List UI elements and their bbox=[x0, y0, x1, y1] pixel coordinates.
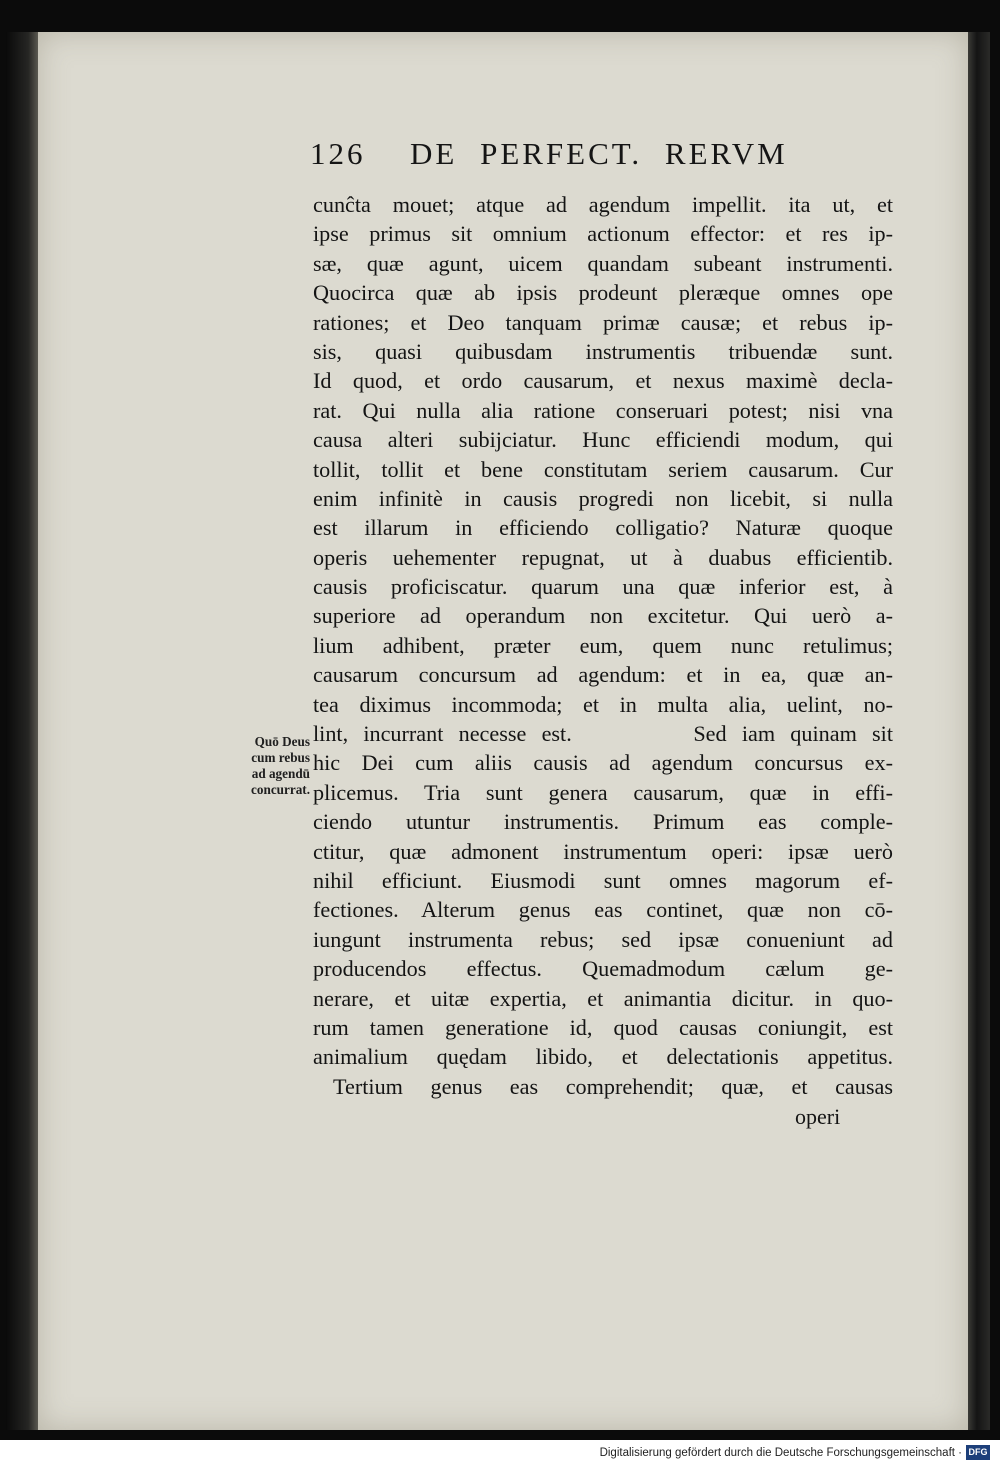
text-line: Id quod, et ordo causarum, et nexus maximè decla- bbox=[313, 368, 893, 394]
text-line: sis, quasi quibusdam instrumentis tribuendæ sunt. bbox=[313, 338, 893, 364]
text-line: nerare, et uitæ expertia, et animantia dicitur. in quo- bbox=[313, 985, 893, 1011]
text-line: ipse primus sit omnium actionum effector: et res ip- bbox=[313, 221, 893, 247]
margin-note-line: ad agendū bbox=[251, 766, 310, 781]
text-line: rat. Qui nulla alia ratione conseruari potest; nisi vna bbox=[313, 397, 893, 423]
text-line: animalium quędam libido, et delectationis appetitus. bbox=[313, 1044, 893, 1070]
text-line: enim infinitè in causis progredi non licebit, si nulla bbox=[313, 485, 893, 511]
text-line: operis uehementer repugnat, ut à duabus efficientib. bbox=[313, 544, 893, 570]
text-line: fectiones. Alterum genus eas continet, quæ non cō- bbox=[313, 897, 893, 923]
text-line: superiore ad operandum non excitetur. Qui uerò a- bbox=[313, 603, 893, 629]
text-line: Tertium genus eas comprehendit; quæ, et causas bbox=[333, 1073, 893, 1099]
text-line: rationes; et Deo tanquam primæ causæ; et rebus ip- bbox=[313, 309, 893, 335]
text-line: Quocirca quæ ab ipsis prodeunt pleræque omnes ope bbox=[313, 280, 893, 306]
running-head: DE PERFECT. RERVM bbox=[410, 136, 788, 171]
margin-note-line: Quō Deus bbox=[254, 734, 310, 749]
text-line: tea diximus incommoda; et in multa alia, uelint, no- bbox=[313, 691, 893, 717]
text-line: causa alteri subijciatur. Hunc efficiendi modum, qui bbox=[313, 427, 893, 453]
page-header bbox=[310, 136, 900, 180]
text-line: ctitur, quæ admonent instrumentum operi: ipsæ uerò bbox=[313, 838, 893, 864]
text-line: lint, incurrant necesse est. Sed iam quinam sit bbox=[313, 721, 893, 747]
margin-note bbox=[206, 734, 310, 798]
text-line: causis proficiscatur. quarum una quæ inferior est, à bbox=[313, 574, 893, 600]
text-line: nihil efficiunt. Eiusmodi sunt omnes magorum ef- bbox=[313, 867, 893, 893]
text-line: sæ, quæ agunt, uicem quandam subeant instrumenti. bbox=[313, 250, 893, 276]
book-binding-edge bbox=[6, 32, 38, 1430]
footer-bar bbox=[0, 1440, 1000, 1467]
page-fore-edge bbox=[968, 32, 990, 1430]
dfg-logo-icon: DFG bbox=[966, 1445, 990, 1460]
page-number: 126 bbox=[310, 136, 366, 171]
catchword: operi bbox=[795, 1104, 841, 1129]
text-line: est illarum in efficiendo colligatio? Naturæ quoque bbox=[313, 515, 893, 541]
body-text bbox=[313, 190, 893, 1101]
text-line: tollit, tollit et bene constitutam seriem causarum. Cur bbox=[313, 456, 893, 482]
footer-credit: Digitalisierung gefördert durch die Deutsche Forschungsgemeinschaft · bbox=[599, 1447, 962, 1459]
text-line: hic Dei cum aliis causis ad agendum concursus ex- bbox=[313, 750, 893, 776]
text-line: iungunt instrumenta rebus; sed ipsæ conueniunt ad bbox=[313, 926, 893, 952]
text-line: causarum concursum ad agendum: et in ea, quæ an- bbox=[313, 662, 893, 688]
margin-note-line: concurrat. bbox=[251, 782, 310, 797]
text-line: cunĉta mouet; atque ad agendum impellit. ita ut, et bbox=[313, 192, 893, 217]
margin-note-line: cum rebus bbox=[251, 750, 310, 765]
text-line: rum tamen generatione id, quod causas coniungit, est bbox=[313, 1014, 893, 1040]
text-line: producendos effectus. Quemadmodum cælum ge- bbox=[313, 956, 893, 982]
text-line: plicemus. Tria sunt genera causarum, quæ in effi- bbox=[313, 779, 893, 805]
text-line: lium adhibent, præter eum, quem nunc retulimus; bbox=[313, 632, 893, 658]
text-line: ciendo utuntur instrumentis. Primum eas comple- bbox=[313, 809, 893, 835]
